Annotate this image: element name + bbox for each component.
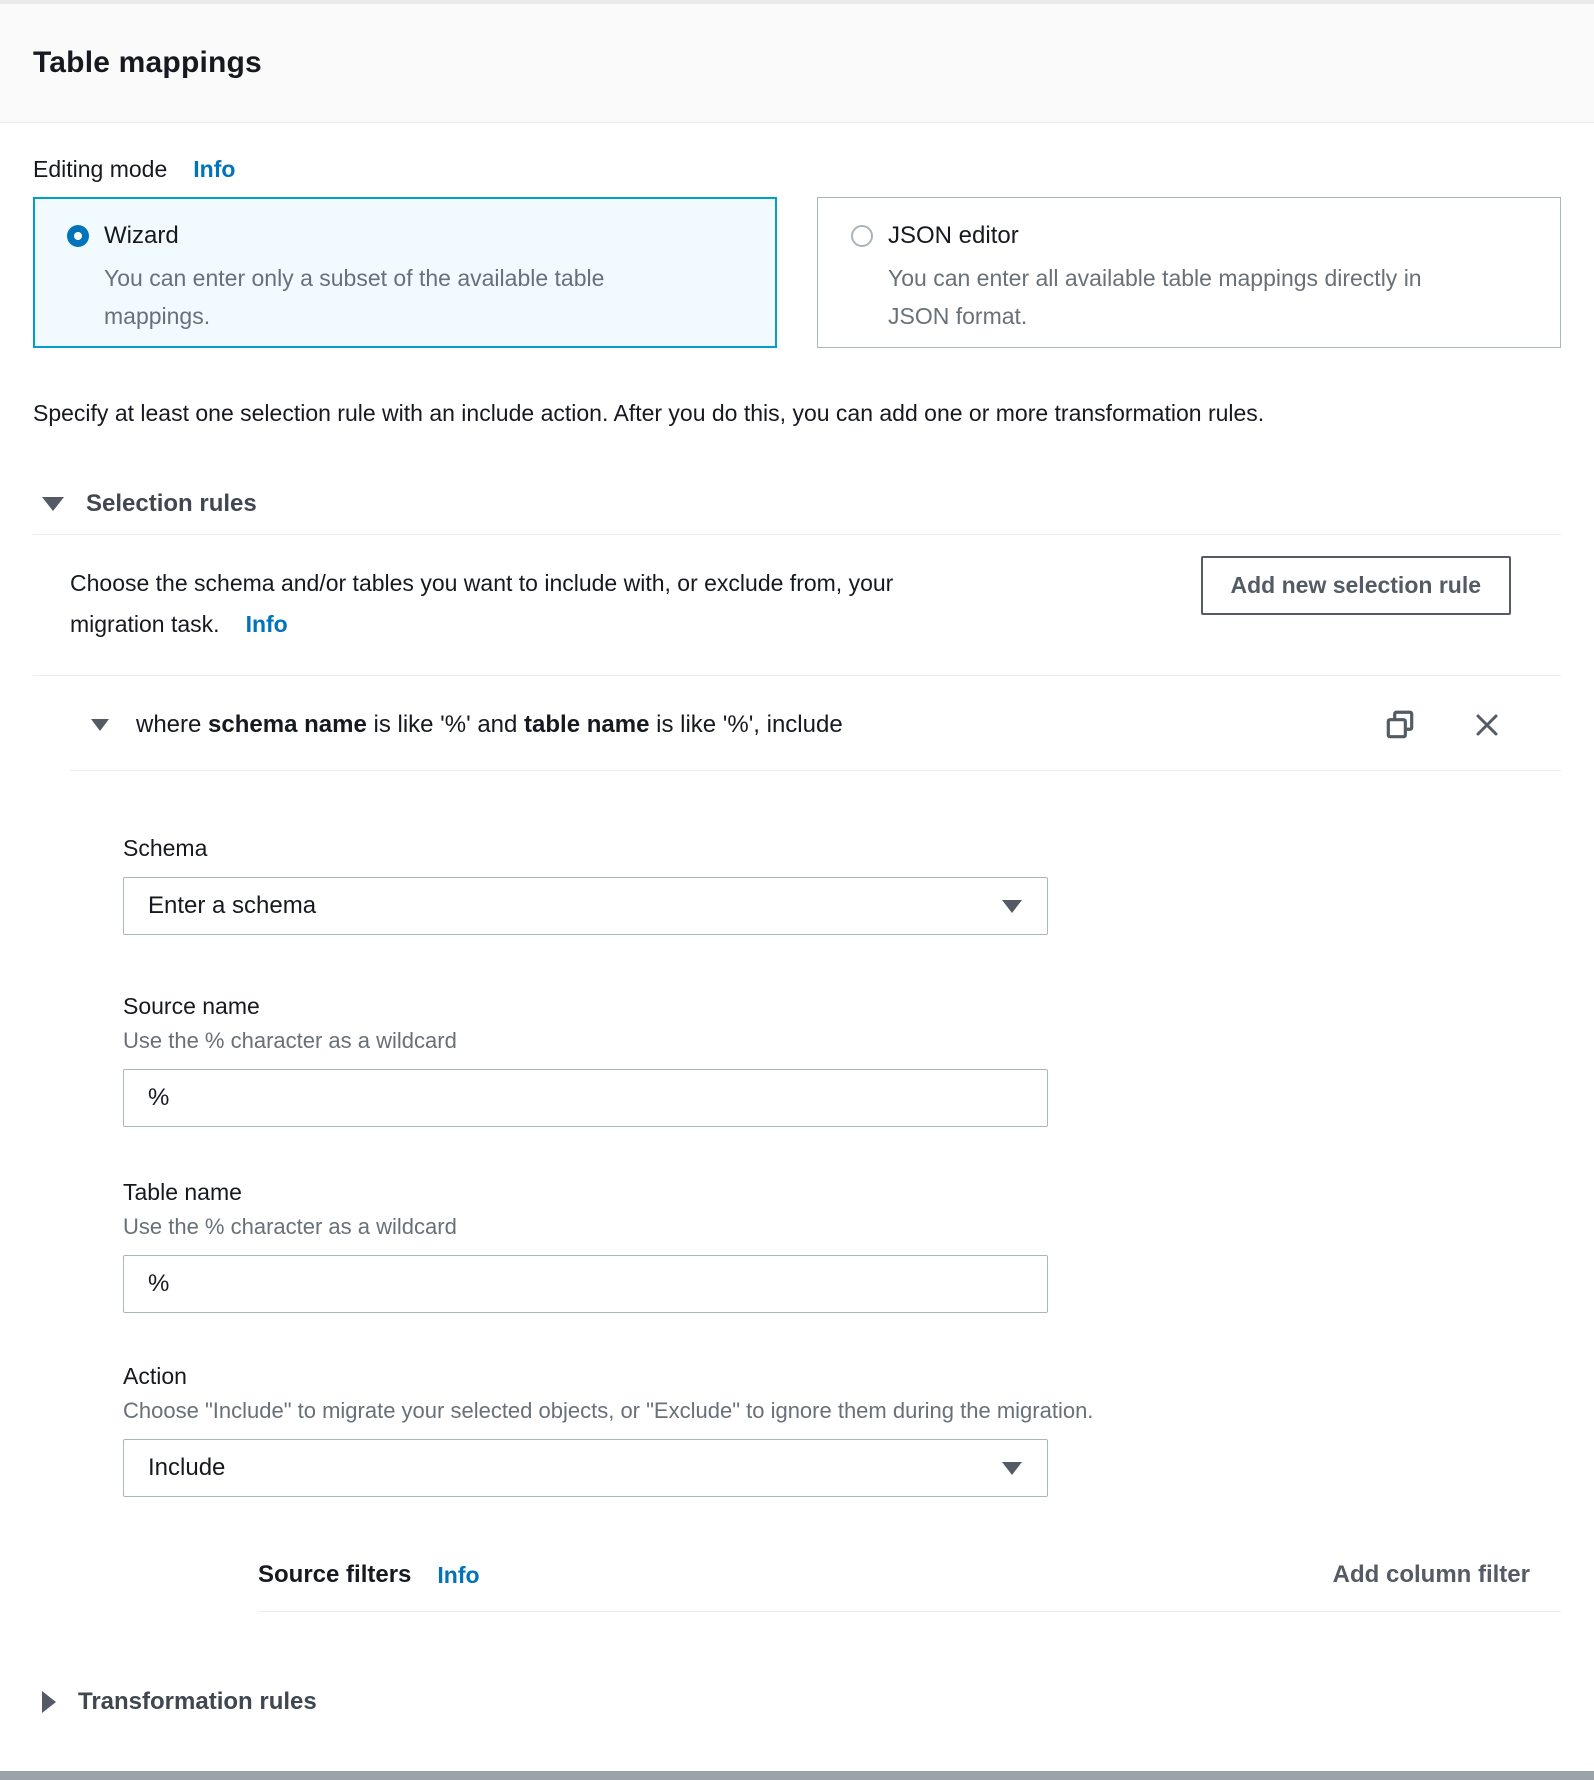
wizard-description: You can enter only a subset of the available table mappings. xyxy=(104,265,605,329)
rule-summary-part: is like '%', include xyxy=(649,711,843,738)
close-icon xyxy=(1473,711,1501,739)
table-name-input[interactable] xyxy=(123,1255,1048,1313)
add-column-filter-button[interactable]: Add column filter xyxy=(1332,1561,1530,1588)
page-title: Table mappings xyxy=(33,46,262,79)
source-filters-label: Source filters xyxy=(258,1561,412,1588)
action-select[interactable] xyxy=(123,1439,1048,1497)
selection-rules-toggle[interactable] xyxy=(33,490,1561,518)
remove-rule-button[interactable] xyxy=(1473,711,1501,739)
add-new-selection-rule-button[interactable]: Add new selection rule xyxy=(1201,556,1512,615)
chevron-down-icon xyxy=(1001,1461,1023,1476)
editing-mode-label: Editing mode xyxy=(33,156,168,182)
transformation-rules-toggle[interactable] xyxy=(33,1688,1561,1716)
page-header xyxy=(0,4,1594,123)
divider xyxy=(258,1611,1561,1612)
table-name-label: Table name xyxy=(123,1179,242,1205)
chevron-down-icon xyxy=(1001,899,1023,914)
schema-label: Schema xyxy=(123,835,208,861)
schema-select-value: Enter a schema xyxy=(148,892,317,919)
source-filters-info-link[interactable]: Info xyxy=(437,1561,480,1588)
rule-summary xyxy=(136,711,843,739)
wizard-radio-label: Wizard xyxy=(104,222,179,249)
selection-rule-card xyxy=(33,675,1561,1612)
rule-collapse-icon[interactable] xyxy=(91,719,109,731)
copy-icon xyxy=(1383,708,1417,742)
transformation-rules-title: Transformation rules xyxy=(78,1688,317,1715)
json-editor-radio[interactable] xyxy=(851,225,873,247)
chevron-down-icon xyxy=(42,497,64,511)
selection-rules-description-text: Choose the schema and/or tables you want to include with, or exclude from, your migration task. xyxy=(70,570,894,637)
action-select-value: Include xyxy=(148,1454,226,1481)
json-editor-description: You can enter all available table mappings directly in JSON format. xyxy=(888,265,1422,329)
duplicate-rule-button[interactable] xyxy=(1383,708,1417,742)
action-label: Action xyxy=(123,1363,187,1389)
intro-text: Specify at least one selection rule with an include action. After you do this, you can add one or more transformation rules. xyxy=(33,400,1265,426)
rule-summary-part: where xyxy=(136,711,209,738)
source-name-label: Source name xyxy=(123,993,260,1019)
rule-summary-part: is like '%' and xyxy=(366,711,525,738)
editing-mode-option-wizard[interactable] xyxy=(33,197,777,348)
editing-mode-option-json-editor[interactable] xyxy=(817,197,1561,348)
chevron-right-icon xyxy=(42,1691,56,1713)
selection-rules-title: Selection rules xyxy=(86,490,257,517)
source-name-input[interactable] xyxy=(123,1069,1048,1127)
selection-rules-info-link[interactable]: Info xyxy=(245,611,288,637)
action-constraint: Choose "Include" to migrate your selected objects, or "Exclude" to ignore them during the migration. xyxy=(123,1398,1094,1423)
rule-summary-table-name: table name xyxy=(524,711,650,738)
json-editor-radio-label: JSON editor xyxy=(888,222,1019,249)
schema-select[interactable] xyxy=(123,877,1048,935)
table-name-constraint: Use the % character as a wildcard xyxy=(123,1214,457,1239)
rule-summary-schema-name: schema name xyxy=(208,711,367,738)
bottom-bar xyxy=(0,1771,1594,1780)
wizard-radio[interactable] xyxy=(67,225,89,247)
source-name-constraint: Use the % character as a wildcard xyxy=(123,1028,457,1053)
divider xyxy=(70,770,1561,771)
editing-mode-info-link[interactable]: Info xyxy=(193,156,236,182)
selection-rules-description xyxy=(70,563,975,645)
